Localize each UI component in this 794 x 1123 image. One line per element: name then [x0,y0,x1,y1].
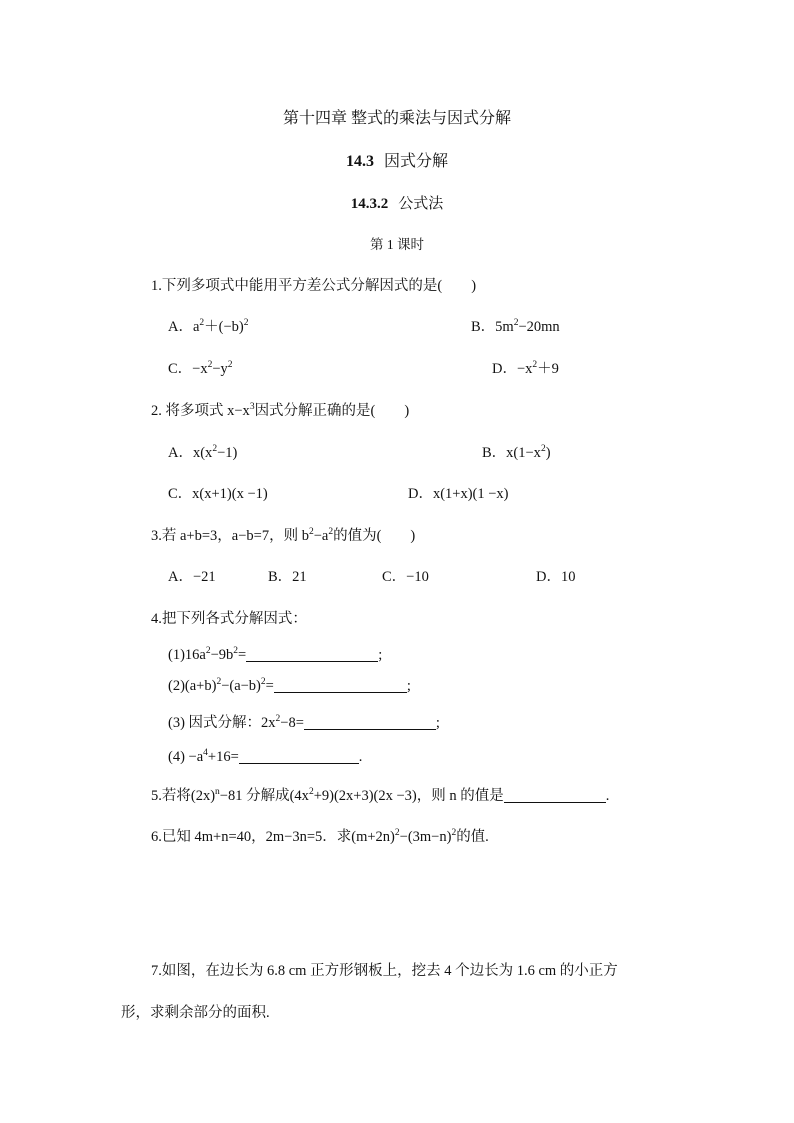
question-3-stem [151,527,415,545]
question-5-text: +9)(2x+3)(2x −3)，则 n 的值是 [313,788,504,804]
question-6-text: −(3m−n) [399,829,452,845]
superscript: 2 [328,527,334,537]
item-text: ; [406,678,411,694]
question-3-option-c [382,568,429,586]
question-7-text: 形，求剩余部分的面积. [121,1005,270,1021]
option-text: ) [545,445,551,461]
superscript: 2 [260,677,266,687]
item-text: (2)(a+b) [168,678,217,694]
question-7-text: 7.如图，在边长为 6.8 cm 正方形钢板上，挖去 4 个边长为 1.6 cm 的小正方 [151,963,618,979]
item-text: ; [378,647,383,663]
question-1-stem [151,277,476,295]
question-1-option-b [471,318,560,336]
option-text: −y [212,361,228,377]
answer-blank[interactable] [274,678,407,693]
question-4-item-1 [168,646,382,664]
answer-blank[interactable] [504,788,606,803]
question-1-text: 1.下列多项式中能用平方差公式分解因式的是( ) [151,278,477,294]
superscript: 2 [199,318,205,328]
superscript: 2 [275,714,281,724]
superscript: 2 [513,318,519,328]
superscript: 4 [203,748,208,758]
question-2-stem [151,402,409,420]
superscript: 2 [207,360,213,370]
option-text: ＋(−b) [204,319,244,335]
question-2-option-b [482,444,551,462]
question-6-text: 的值. [456,829,489,845]
lesson-title-text: 第 1 课时 [370,237,424,252]
option-text: A．x(x [168,445,213,461]
superscript: 2 [216,677,222,687]
question-2-text: 因式分解正确的是( ) [254,403,410,419]
section-title [0,153,794,171]
item-text: +16= [207,749,239,765]
question-7-line-1 [151,962,618,980]
subsection-title [0,195,794,213]
option-text: C．x(x+1)(x −1) [168,486,268,502]
item-text: −(a−b) [221,678,261,694]
answer-blank[interactable] [304,715,436,730]
item-text: = [265,678,274,694]
lesson-title [0,236,794,254]
question-4-item-3 [168,714,440,732]
superscript: 2 [532,360,538,370]
option-text: A．a [168,319,200,335]
item-text: (1)16a [168,647,206,663]
item-text: = [238,647,247,663]
superscript: 2 [227,360,233,370]
item-text: ; [435,715,440,731]
option-text: −1) [217,445,238,461]
superscript: n [215,787,220,797]
question-5-text: . [605,788,610,804]
section-number: 14.3 [345,153,374,170]
question-2-option-d [408,485,509,503]
item-text: (4) −a [168,749,204,765]
option-text: D．x(1+x)(1 −x) [408,486,509,502]
superscript: 2 [540,444,546,454]
question-5 [151,787,609,805]
option-text: −20mn [518,319,560,335]
question-7-line-2 [121,1004,270,1022]
chapter-title-text: 第十四章 整式的乘法与因式分解 [282,110,511,127]
question-5-text: 5.若将(2x) [151,788,216,804]
option-text: ＋9 [537,361,559,377]
question-4-text: 4.把下列各式分解因式： [151,611,307,627]
superscript: 2 [308,527,314,537]
question-4-item-2 [168,677,411,695]
question-4-stem [151,610,307,628]
question-3-text: 的值为( ) [333,528,416,544]
superscript: 2 [451,828,457,838]
superscript: 2 [308,787,314,797]
option-text: C．−x [168,361,208,377]
chapter-title [0,110,794,128]
subsection-name: 公式法 [398,196,444,212]
answer-blank[interactable] [246,647,378,662]
question-3-option-b [268,568,307,586]
question-5-text: −81 分解成(4x [219,788,309,804]
question-2-option-a [168,444,237,462]
item-text: −9b [210,647,234,663]
option-text: D．10 [536,569,576,585]
question-2-text: 2. 将多项式 x−x [151,403,250,419]
item-text: (3) 因式分解：2x [168,715,276,731]
superscript: 2 [243,318,249,328]
option-text: B．x(1−x [482,445,541,461]
question-1-option-a [168,318,249,336]
question-6-text: 6.已知 4m+n=40，2m−3n=5．求(m+2n) [151,829,395,845]
question-3-option-d [536,568,575,586]
option-text: A．−21 [168,569,216,585]
option-text: D．−x [492,361,533,377]
superscript: 2 [394,828,400,838]
question-4-item-4 [168,748,362,766]
question-2-option-c [168,485,268,503]
superscript: 2 [212,444,218,454]
option-text: B．21 [268,569,307,585]
superscript: 2 [205,646,211,656]
item-text: . [358,749,363,765]
question-6 [151,828,489,846]
superscript: 3 [249,402,255,412]
answer-blank[interactable] [239,749,359,764]
superscript: 2 [233,646,239,656]
question-3-option-a [168,568,216,586]
question-3-text: −a [313,528,329,544]
subsection-number: 14.3.2 [350,196,389,212]
option-text: C．−10 [382,569,429,585]
option-text: B．5m [471,319,514,335]
item-text: −8= [280,715,304,731]
question-3-text: 3.若 a+b=3，a−b=7，则 b [151,528,309,544]
question-1-option-c [168,360,233,378]
section-name: 因式分解 [383,153,448,170]
question-1-option-d [492,360,559,378]
